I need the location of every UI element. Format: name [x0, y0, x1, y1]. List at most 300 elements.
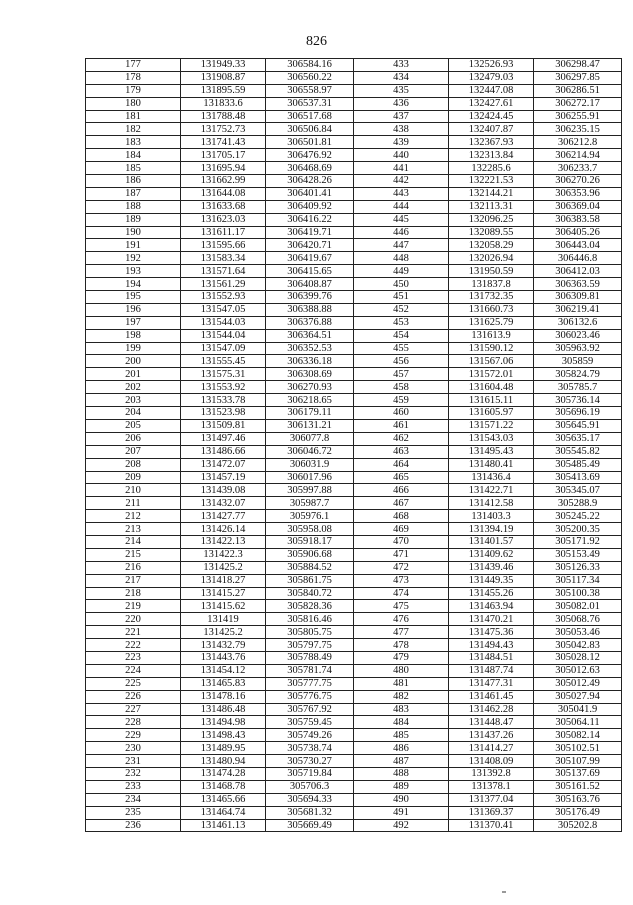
- left-y-coordinate-cell: 306416.22: [266, 213, 354, 226]
- right-point-number-cell: 490: [354, 793, 449, 806]
- right-x-coordinate-cell: 131487.74: [449, 664, 534, 677]
- right-y-coordinate-cell: 305859: [534, 355, 622, 368]
- left-x-coordinate-cell: 131422.13: [181, 535, 266, 548]
- right-y-coordinate-cell: 305012.49: [534, 677, 622, 690]
- right-x-coordinate-cell: 131437.26: [449, 729, 534, 742]
- right-y-coordinate-cell: 306235.15: [534, 123, 622, 136]
- left-y-coordinate-cell: 306308.69: [266, 368, 354, 381]
- left-point-number-cell: 209: [86, 471, 181, 484]
- right-y-coordinate-cell: 306233.7: [534, 162, 622, 175]
- table-row: [86, 162, 622, 175]
- table-row: [86, 432, 622, 445]
- left-x-coordinate-cell: 131422.3: [181, 548, 266, 561]
- left-x-coordinate-cell: 131480.94: [181, 755, 266, 768]
- table-row: [86, 200, 622, 213]
- right-x-coordinate-cell: 131590.12: [449, 342, 534, 355]
- table-row: [86, 187, 622, 200]
- table-row: [86, 767, 622, 780]
- right-x-coordinate-cell: 131448.47: [449, 716, 534, 729]
- left-point-number-cell: 222: [86, 639, 181, 652]
- right-y-coordinate-cell: 305027.94: [534, 690, 622, 703]
- right-y-coordinate-cell: 305696.19: [534, 407, 622, 420]
- right-y-coordinate-cell: 306132.6: [534, 316, 622, 329]
- left-point-number-cell: 212: [86, 510, 181, 523]
- right-x-coordinate-cell: 132313.84: [449, 149, 534, 162]
- table-row: [86, 690, 622, 703]
- right-point-number-cell: 444: [354, 200, 449, 213]
- right-point-number-cell: 438: [354, 123, 449, 136]
- left-y-coordinate-cell: 306046.72: [266, 445, 354, 458]
- right-point-number-cell: 466: [354, 484, 449, 497]
- left-y-coordinate-cell: 306179.11: [266, 407, 354, 420]
- left-x-coordinate-cell: 131427.77: [181, 510, 266, 523]
- right-point-number-cell: 452: [354, 303, 449, 316]
- right-y-coordinate-cell: 305202.8: [534, 819, 622, 832]
- left-y-coordinate-cell: 305861.75: [266, 574, 354, 587]
- table-row: [86, 226, 622, 239]
- right-x-coordinate-cell: 131477.31: [449, 677, 534, 690]
- left-point-number-cell: 206: [86, 432, 181, 445]
- right-point-number-cell: 485: [354, 729, 449, 742]
- left-x-coordinate-cell: 131555.45: [181, 355, 266, 368]
- right-x-coordinate-cell: 131660.73: [449, 303, 534, 316]
- left-y-coordinate-cell: 306401.41: [266, 187, 354, 200]
- table-row: [86, 329, 622, 342]
- right-x-coordinate-cell: 132221.53: [449, 175, 534, 188]
- right-x-coordinate-cell: 131567.06: [449, 355, 534, 368]
- left-x-coordinate-cell: 131583.34: [181, 252, 266, 265]
- left-x-coordinate-cell: 131418.27: [181, 574, 266, 587]
- right-x-coordinate-cell: 131403.3: [449, 510, 534, 523]
- left-x-coordinate-cell: 131752.73: [181, 123, 266, 136]
- table-row: [86, 574, 622, 587]
- right-x-coordinate-cell: 131392.8: [449, 767, 534, 780]
- left-x-coordinate-cell: 131465.83: [181, 677, 266, 690]
- left-x-coordinate-cell: 131432.07: [181, 497, 266, 510]
- table-row: [86, 600, 622, 613]
- left-point-number-cell: 233: [86, 780, 181, 793]
- left-y-coordinate-cell: 306476.92: [266, 149, 354, 162]
- table-row: [86, 484, 622, 497]
- right-point-number-cell: 449: [354, 265, 449, 278]
- right-point-number-cell: 483: [354, 703, 449, 716]
- left-point-number-cell: 219: [86, 600, 181, 613]
- table-row: [86, 110, 622, 123]
- left-x-coordinate-cell: 131443.76: [181, 651, 266, 664]
- right-y-coordinate-cell: 306363.59: [534, 278, 622, 291]
- table-row: [86, 368, 622, 381]
- left-point-number-cell: 182: [86, 123, 181, 136]
- left-point-number-cell: 188: [86, 200, 181, 213]
- right-y-coordinate-cell: 305053.46: [534, 626, 622, 639]
- left-x-coordinate-cell: 131741.43: [181, 136, 266, 149]
- right-y-coordinate-cell: 305345.07: [534, 484, 622, 497]
- table-row: [86, 355, 622, 368]
- right-point-number-cell: 463: [354, 445, 449, 458]
- left-point-number-cell: 196: [86, 303, 181, 316]
- left-x-coordinate-cell: 131533.78: [181, 394, 266, 407]
- table-row: [86, 84, 622, 97]
- table-row: [86, 535, 622, 548]
- left-x-coordinate-cell: 131833.6: [181, 97, 266, 110]
- right-y-coordinate-cell: 305413.69: [534, 471, 622, 484]
- right-x-coordinate-cell: 131394.19: [449, 523, 534, 536]
- left-x-coordinate-cell: 131464.74: [181, 806, 266, 819]
- right-x-coordinate-cell: 131613.9: [449, 329, 534, 342]
- left-point-number-cell: 184: [86, 149, 181, 162]
- right-y-coordinate-cell: 305163.76: [534, 793, 622, 806]
- table-row: [86, 819, 622, 832]
- left-point-number-cell: 227: [86, 703, 181, 716]
- left-y-coordinate-cell: 306415.65: [266, 265, 354, 278]
- right-y-coordinate-cell: 305824.79: [534, 368, 622, 381]
- right-x-coordinate-cell: 131615.11: [449, 394, 534, 407]
- table-row: [86, 587, 622, 600]
- left-point-number-cell: 201: [86, 368, 181, 381]
- left-point-number-cell: 193: [86, 265, 181, 278]
- right-y-coordinate-cell: 306443.04: [534, 239, 622, 252]
- left-y-coordinate-cell: 305749.26: [266, 729, 354, 742]
- right-x-coordinate-cell: 131480.41: [449, 458, 534, 471]
- right-point-number-cell: 488: [354, 767, 449, 780]
- left-point-number-cell: 218: [86, 587, 181, 600]
- left-x-coordinate-cell: 131472.07: [181, 458, 266, 471]
- left-y-coordinate-cell: 306506.84: [266, 123, 354, 136]
- left-x-coordinate-cell: 131705.17: [181, 149, 266, 162]
- table-row: [86, 523, 622, 536]
- right-y-coordinate-cell: 305102.51: [534, 742, 622, 755]
- right-point-number-cell: 468: [354, 510, 449, 523]
- table-row: [86, 316, 622, 329]
- left-point-number-cell: 229: [86, 729, 181, 742]
- left-point-number-cell: 202: [86, 381, 181, 394]
- right-y-coordinate-cell: 306369.04: [534, 200, 622, 213]
- right-point-number-cell: 478: [354, 639, 449, 652]
- right-y-coordinate-cell: 306214.94: [534, 149, 622, 162]
- table-row: [86, 342, 622, 355]
- right-point-number-cell: 480: [354, 664, 449, 677]
- left-point-number-cell: 230: [86, 742, 181, 755]
- right-y-coordinate-cell: 305126.33: [534, 561, 622, 574]
- left-y-coordinate-cell: 305781.74: [266, 664, 354, 677]
- table-row: [86, 213, 622, 226]
- right-point-number-cell: 443: [354, 187, 449, 200]
- left-point-number-cell: 179: [86, 84, 181, 97]
- table-row: [86, 175, 622, 188]
- right-x-coordinate-cell: 131408.09: [449, 755, 534, 768]
- left-x-coordinate-cell: 131561.29: [181, 278, 266, 291]
- coordinates-table: [85, 58, 622, 832]
- left-y-coordinate-cell: 306537.31: [266, 97, 354, 110]
- left-x-coordinate-cell: 131457.19: [181, 471, 266, 484]
- left-point-number-cell: 224: [86, 664, 181, 677]
- table-row: [86, 291, 622, 304]
- table-row: [86, 716, 622, 729]
- left-y-coordinate-cell: 305681.32: [266, 806, 354, 819]
- right-x-coordinate-cell: 131495.43: [449, 445, 534, 458]
- right-point-number-cell: 446: [354, 226, 449, 239]
- right-x-coordinate-cell: 131436.4: [449, 471, 534, 484]
- table-row: [86, 303, 622, 316]
- right-y-coordinate-cell: 305245.22: [534, 510, 622, 523]
- left-y-coordinate-cell: 306408.87: [266, 278, 354, 291]
- left-y-coordinate-cell: 305694.33: [266, 793, 354, 806]
- left-x-coordinate-cell: 131489.95: [181, 742, 266, 755]
- table-row: [86, 613, 622, 626]
- right-x-coordinate-cell: 131370.41: [449, 819, 534, 832]
- right-point-number-cell: 475: [354, 600, 449, 613]
- right-point-number-cell: 487: [354, 755, 449, 768]
- left-point-number-cell: 181: [86, 110, 181, 123]
- table-row: [86, 252, 622, 265]
- right-point-number-cell: 454: [354, 329, 449, 342]
- right-x-coordinate-cell: 131470.21: [449, 613, 534, 626]
- right-point-number-cell: 458: [354, 381, 449, 394]
- right-y-coordinate-cell: 305082.14: [534, 729, 622, 742]
- right-x-coordinate-cell: 132427.61: [449, 97, 534, 110]
- right-y-coordinate-cell: 305736.14: [534, 394, 622, 407]
- right-x-coordinate-cell: 132479.03: [449, 71, 534, 84]
- left-y-coordinate-cell: 306388.88: [266, 303, 354, 316]
- left-x-coordinate-cell: 131895.59: [181, 84, 266, 97]
- left-point-number-cell: 199: [86, 342, 181, 355]
- right-point-number-cell: 437: [354, 110, 449, 123]
- right-y-coordinate-cell: 305635.17: [534, 432, 622, 445]
- left-y-coordinate-cell: 306031.9: [266, 458, 354, 471]
- left-x-coordinate-cell: 131474.28: [181, 767, 266, 780]
- left-x-coordinate-cell: 131547.05: [181, 303, 266, 316]
- right-point-number-cell: 433: [354, 59, 449, 72]
- right-point-number-cell: 459: [354, 394, 449, 407]
- left-y-coordinate-cell: 305777.75: [266, 677, 354, 690]
- left-x-coordinate-cell: 131461.13: [181, 819, 266, 832]
- right-point-number-cell: 453: [354, 316, 449, 329]
- left-y-coordinate-cell: 305884.52: [266, 561, 354, 574]
- table-row: [86, 265, 622, 278]
- left-point-number-cell: 195: [86, 291, 181, 304]
- right-y-coordinate-cell: 305963.92: [534, 342, 622, 355]
- left-y-coordinate-cell: 306131.21: [266, 419, 354, 432]
- right-y-coordinate-cell: 305545.82: [534, 445, 622, 458]
- scan-mark: [502, 891, 506, 893]
- left-y-coordinate-cell: 306560.22: [266, 71, 354, 84]
- right-y-coordinate-cell: 305153.49: [534, 548, 622, 561]
- right-y-coordinate-cell: 306286.51: [534, 84, 622, 97]
- table-row: [86, 71, 622, 84]
- left-x-coordinate-cell: 131468.78: [181, 780, 266, 793]
- right-y-coordinate-cell: 305288.9: [534, 497, 622, 510]
- right-point-number-cell: 441: [354, 162, 449, 175]
- right-y-coordinate-cell: 305012.63: [534, 664, 622, 677]
- table-row: [86, 278, 622, 291]
- left-point-number-cell: 216: [86, 561, 181, 574]
- right-y-coordinate-cell: 305785.7: [534, 381, 622, 394]
- table-row: [86, 793, 622, 806]
- left-point-number-cell: 215: [86, 548, 181, 561]
- left-point-number-cell: 204: [86, 407, 181, 420]
- left-point-number-cell: 205: [86, 419, 181, 432]
- right-y-coordinate-cell: 306023.46: [534, 329, 622, 342]
- right-x-coordinate-cell: 132367.93: [449, 136, 534, 149]
- right-y-coordinate-cell: 306212.8: [534, 136, 622, 149]
- left-y-coordinate-cell: 305918.17: [266, 535, 354, 548]
- left-point-number-cell: 225: [86, 677, 181, 690]
- left-x-coordinate-cell: 131571.64: [181, 265, 266, 278]
- right-x-coordinate-cell: 131462.28: [449, 703, 534, 716]
- left-y-coordinate-cell: 306270.93: [266, 381, 354, 394]
- left-x-coordinate-cell: 131544.03: [181, 316, 266, 329]
- left-point-number-cell: 236: [86, 819, 181, 832]
- left-y-coordinate-cell: 306218.65: [266, 394, 354, 407]
- left-point-number-cell: 198: [86, 329, 181, 342]
- left-x-coordinate-cell: 131498.43: [181, 729, 266, 742]
- right-y-coordinate-cell: 305645.91: [534, 419, 622, 432]
- left-y-coordinate-cell: 306517.68: [266, 110, 354, 123]
- right-x-coordinate-cell: 132113.31: [449, 200, 534, 213]
- right-point-number-cell: 482: [354, 690, 449, 703]
- left-point-number-cell: 185: [86, 162, 181, 175]
- left-y-coordinate-cell: 305759.45: [266, 716, 354, 729]
- right-y-coordinate-cell: 305064.11: [534, 716, 622, 729]
- right-x-coordinate-cell: 131625.79: [449, 316, 534, 329]
- left-point-number-cell: 207: [86, 445, 181, 458]
- left-y-coordinate-cell: 305840.72: [266, 587, 354, 600]
- right-y-coordinate-cell: 305042.83: [534, 639, 622, 652]
- left-x-coordinate-cell: 131509.81: [181, 419, 266, 432]
- right-x-coordinate-cell: 131463.94: [449, 600, 534, 613]
- right-x-coordinate-cell: 132089.55: [449, 226, 534, 239]
- left-point-number-cell: 183: [86, 136, 181, 149]
- table-row: [86, 407, 622, 420]
- table-row: [86, 123, 622, 136]
- table-row: [86, 755, 622, 768]
- left-point-number-cell: 234: [86, 793, 181, 806]
- left-x-coordinate-cell: 131497.46: [181, 432, 266, 445]
- left-x-coordinate-cell: 131478.16: [181, 690, 266, 703]
- right-point-number-cell: 474: [354, 587, 449, 600]
- left-y-coordinate-cell: 305669.49: [266, 819, 354, 832]
- left-x-coordinate-cell: 131908.87: [181, 71, 266, 84]
- right-y-coordinate-cell: 306383.58: [534, 213, 622, 226]
- table-row: [86, 742, 622, 755]
- left-y-coordinate-cell: 305828.36: [266, 600, 354, 613]
- left-x-coordinate-cell: 131486.66: [181, 445, 266, 458]
- left-y-coordinate-cell: 305805.75: [266, 626, 354, 639]
- left-y-coordinate-cell: 306017.96: [266, 471, 354, 484]
- left-y-coordinate-cell: 306419.67: [266, 252, 354, 265]
- right-x-coordinate-cell: 131475.36: [449, 626, 534, 639]
- left-x-coordinate-cell: 131439.08: [181, 484, 266, 497]
- left-x-coordinate-cell: 131426.14: [181, 523, 266, 536]
- right-point-number-cell: 476: [354, 613, 449, 626]
- left-x-coordinate-cell: 131623.03: [181, 213, 266, 226]
- right-point-number-cell: 465: [354, 471, 449, 484]
- left-point-number-cell: 220: [86, 613, 181, 626]
- left-y-coordinate-cell: 306336.18: [266, 355, 354, 368]
- right-y-coordinate-cell: 306405.26: [534, 226, 622, 239]
- left-point-number-cell: 178: [86, 71, 181, 84]
- right-x-coordinate-cell: 131543.03: [449, 432, 534, 445]
- table-row: [86, 497, 622, 510]
- left-point-number-cell: 232: [86, 767, 181, 780]
- left-y-coordinate-cell: 306420.71: [266, 239, 354, 252]
- table-row: [86, 419, 622, 432]
- left-y-coordinate-cell: 306428.26: [266, 175, 354, 188]
- right-x-coordinate-cell: 131369.37: [449, 806, 534, 819]
- right-y-coordinate-cell: 305028.12: [534, 651, 622, 664]
- left-y-coordinate-cell: 306409.92: [266, 200, 354, 213]
- left-y-coordinate-cell: 306501.81: [266, 136, 354, 149]
- left-x-coordinate-cell: 131523.98: [181, 407, 266, 420]
- right-point-number-cell: 448: [354, 252, 449, 265]
- left-point-number-cell: 217: [86, 574, 181, 587]
- right-point-number-cell: 484: [354, 716, 449, 729]
- table-row: [86, 458, 622, 471]
- table-row: [86, 471, 622, 484]
- right-x-coordinate-cell: 131837.8: [449, 278, 534, 291]
- right-point-number-cell: 451: [354, 291, 449, 304]
- right-y-coordinate-cell: 306255.91: [534, 110, 622, 123]
- right-x-coordinate-cell: 132285.6: [449, 162, 534, 175]
- right-y-coordinate-cell: 305171.92: [534, 535, 622, 548]
- left-point-number-cell: 203: [86, 394, 181, 407]
- right-point-number-cell: 456: [354, 355, 449, 368]
- table-row: [86, 445, 622, 458]
- left-y-coordinate-cell: 306468.69: [266, 162, 354, 175]
- left-y-coordinate-cell: 305976.1: [266, 510, 354, 523]
- left-point-number-cell: 189: [86, 213, 181, 226]
- right-x-coordinate-cell: 131571.22: [449, 419, 534, 432]
- right-y-coordinate-cell: 306446.8: [534, 252, 622, 265]
- right-x-coordinate-cell: 131412.58: [449, 497, 534, 510]
- right-y-coordinate-cell: 306353.96: [534, 187, 622, 200]
- right-y-coordinate-cell: 305041.9: [534, 703, 622, 716]
- left-point-number-cell: 226: [86, 690, 181, 703]
- table-row: [86, 149, 622, 162]
- right-y-coordinate-cell: 306298.47: [534, 59, 622, 72]
- right-x-coordinate-cell: 131439.46: [449, 561, 534, 574]
- right-point-number-cell: 492: [354, 819, 449, 832]
- left-x-coordinate-cell: 131633.68: [181, 200, 266, 213]
- left-x-coordinate-cell: 131425.2: [181, 626, 266, 639]
- right-point-number-cell: 464: [354, 458, 449, 471]
- right-point-number-cell: 462: [354, 432, 449, 445]
- right-point-number-cell: 472: [354, 561, 449, 574]
- left-x-coordinate-cell: 131662.99: [181, 175, 266, 188]
- right-point-number-cell: 491: [354, 806, 449, 819]
- right-point-number-cell: 489: [354, 780, 449, 793]
- left-x-coordinate-cell: 131644.08: [181, 187, 266, 200]
- right-x-coordinate-cell: 131455.26: [449, 587, 534, 600]
- left-y-coordinate-cell: 306077.8: [266, 432, 354, 445]
- left-point-number-cell: 228: [86, 716, 181, 729]
- left-x-coordinate-cell: 131595.66: [181, 239, 266, 252]
- right-y-coordinate-cell: 305107.99: [534, 755, 622, 768]
- left-x-coordinate-cell: 131553.92: [181, 381, 266, 394]
- left-x-coordinate-cell: 131788.48: [181, 110, 266, 123]
- right-y-coordinate-cell: 306270.26: [534, 175, 622, 188]
- left-point-number-cell: 200: [86, 355, 181, 368]
- table-row: [86, 664, 622, 677]
- table-row: [86, 639, 622, 652]
- coordinates-table-body: [86, 59, 622, 832]
- table-row: [86, 381, 622, 394]
- left-x-coordinate-cell: 131415.27: [181, 587, 266, 600]
- left-x-coordinate-cell: 131454.12: [181, 664, 266, 677]
- right-x-coordinate-cell: 131414.27: [449, 742, 534, 755]
- left-point-number-cell: 210: [86, 484, 181, 497]
- table-row: [86, 510, 622, 523]
